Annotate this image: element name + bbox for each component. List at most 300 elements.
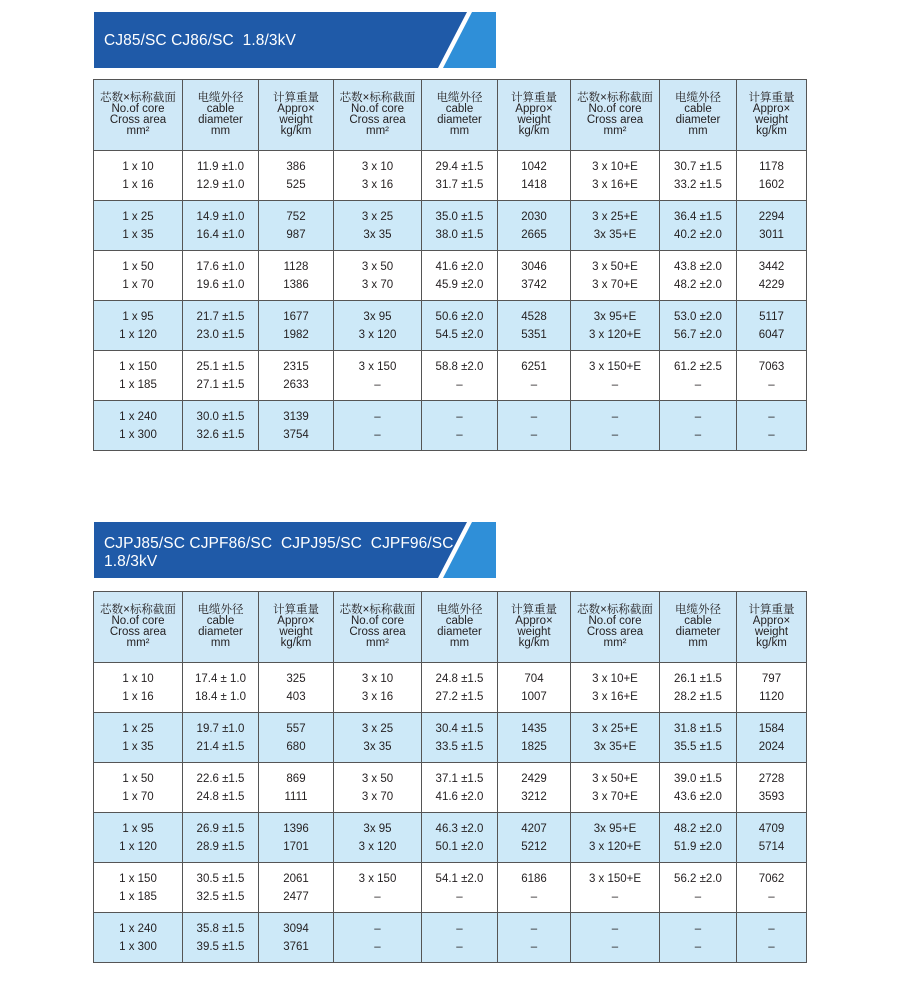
table-cell	[334, 201, 422, 251]
table-cell	[259, 201, 334, 251]
cell-value: 16.4 ±1.0	[196, 228, 245, 241]
section-banner	[94, 522, 496, 578]
table-row	[94, 713, 807, 763]
table-cell	[737, 351, 807, 401]
cell-value: 1 x 300	[119, 940, 157, 953]
table-cell	[737, 713, 807, 763]
column-header-weight	[737, 80, 807, 151]
cell-value: 3 x 120	[358, 840, 397, 853]
cell-value: 2477	[283, 890, 309, 903]
table-cell	[660, 201, 737, 251]
header-line: 芯数×标称截面	[339, 92, 416, 104]
cell-value: 3046	[521, 260, 547, 273]
table-cell	[660, 713, 737, 763]
table-cell	[737, 151, 807, 201]
cell-value: 5714	[758, 840, 785, 853]
cell-value: 21.4 ±1.5	[196, 740, 245, 753]
header-line: kg/km	[280, 637, 312, 649]
table-cell	[737, 863, 807, 913]
header-line: 芯数×标称截面	[339, 604, 416, 616]
cell-value: 3 x 16	[361, 690, 394, 703]
cell-value: –	[530, 378, 538, 391]
cell-value: 11.9 ±1.0	[196, 160, 245, 173]
cell-value: –	[611, 922, 619, 935]
cell-value: –	[456, 410, 463, 423]
table-cell	[334, 401, 422, 451]
cell-value: 3x 95	[363, 310, 392, 323]
cell-value: 1 x 240	[119, 410, 157, 423]
cell-value: 3 x 16	[361, 178, 394, 191]
header-line: cable	[684, 103, 712, 115]
table-cell	[94, 763, 183, 813]
header-line: Cross area	[586, 114, 644, 126]
cell-value: 3011	[759, 228, 784, 241]
cell-value: 46.3 ±2.0	[435, 822, 484, 835]
cell-value: 797	[761, 672, 782, 685]
cell-value: 26.1 ±1.5	[674, 672, 722, 685]
table-cell	[660, 663, 737, 713]
table-cell	[737, 813, 807, 863]
table-cell	[422, 863, 498, 913]
table-cell	[334, 151, 422, 201]
cell-value: 3 x 70+E	[592, 790, 638, 803]
table-cell	[571, 401, 660, 451]
cell-value: 3 x 150+E	[588, 872, 642, 885]
cell-value: 23.0 ±1.5	[196, 328, 245, 341]
table-cell	[571, 301, 660, 351]
table-cell	[498, 401, 571, 451]
cell-value: 3x 35+E	[593, 228, 637, 241]
cell-value: 3593	[758, 790, 785, 803]
cell-value: 2024	[758, 740, 785, 753]
header-line: Appro×	[277, 615, 315, 627]
cell-value: 3 x 10+E	[592, 672, 638, 685]
cell-value: 39.5 ±1.5	[196, 940, 245, 953]
table-cell	[498, 713, 571, 763]
cell-value: 3094	[283, 922, 309, 935]
table-cell	[498, 663, 571, 713]
header-line: weight	[517, 114, 551, 126]
cell-value: 752	[286, 210, 306, 223]
table-cell	[334, 713, 422, 763]
cell-value: 4709	[758, 822, 785, 835]
table-cell	[571, 713, 660, 763]
cell-value: –	[530, 890, 538, 903]
cell-value: 3754	[283, 428, 309, 441]
cell-value: 525	[286, 178, 306, 191]
cell-value: 987	[286, 228, 306, 241]
header-line: Appro×	[752, 103, 791, 115]
table-cell	[259, 301, 334, 351]
cell-value: 30.4 ±1.5	[435, 722, 484, 735]
cell-value: 1418	[521, 178, 547, 191]
table-cell	[660, 863, 737, 913]
cell-value: 61.2 ±2.5	[674, 360, 722, 373]
cell-value: 39.0 ±1.5	[674, 772, 722, 785]
cell-value: –	[530, 428, 538, 441]
table-cell	[422, 351, 498, 401]
header-line: cable	[206, 103, 235, 115]
cell-value: 2061	[283, 872, 309, 885]
header-line: kg/km	[518, 637, 550, 649]
cell-value: 3 x 25	[361, 210, 394, 223]
table-cell	[571, 863, 660, 913]
column-header-size	[94, 592, 183, 663]
cell-value: 54.1 ±2.0	[435, 872, 484, 885]
header-line: 计算重量	[273, 604, 319, 616]
cell-value: 3 x 10	[361, 160, 394, 173]
cell-value: 19.6 ±1.0	[196, 278, 245, 291]
cell-value: –	[768, 428, 775, 441]
cell-value: 1 x 300	[119, 428, 157, 441]
header-line: diameter	[198, 114, 243, 126]
header-line: diameter	[675, 626, 721, 638]
cell-value: 3742	[521, 278, 547, 291]
header-line: 电缆外径	[675, 92, 721, 104]
cell-value: 48.2 ±2.0	[674, 278, 722, 291]
header-line: Appro×	[515, 615, 553, 627]
table-cell	[660, 301, 737, 351]
table-cell	[422, 251, 498, 301]
table-row	[94, 663, 807, 713]
cell-value: 24.8 ±1.5	[435, 672, 484, 685]
table-row	[94, 301, 807, 351]
table-cell	[183, 763, 259, 813]
cell-value: 3 x 120+E	[588, 328, 642, 341]
header-line: 电缆外径	[197, 92, 244, 104]
table-cell	[571, 763, 660, 813]
header-line: mm	[688, 637, 708, 649]
cell-value: 27.1 ±1.5	[196, 378, 245, 391]
cell-value: –	[374, 922, 381, 935]
cell-value: 1007	[521, 690, 547, 703]
cell-value: 5212	[521, 840, 547, 853]
cell-value: 1386	[283, 278, 309, 291]
table-cell	[422, 763, 498, 813]
cell-value: 43.6 ±2.0	[674, 790, 722, 803]
cell-value: –	[768, 410, 775, 423]
header-line: 芯数×标称截面	[100, 92, 176, 104]
table-cell	[183, 251, 259, 301]
header-line: 芯数×标称截面	[577, 92, 653, 104]
header-line: 计算重量	[511, 604, 557, 616]
table-cell	[737, 763, 807, 813]
header-line: No.of core	[111, 103, 165, 115]
cell-value: 2429	[521, 772, 547, 785]
cell-value: 3 x 70+E	[592, 278, 638, 291]
cell-value: –	[694, 922, 702, 935]
table-cell	[94, 151, 183, 201]
column-header-size	[334, 592, 422, 663]
table-cell	[660, 763, 737, 813]
column-header-diameter	[660, 80, 737, 151]
cell-value: 3442	[758, 260, 785, 273]
header-line: diameter	[198, 626, 243, 638]
table-cell	[259, 763, 334, 813]
cell-value: 32.5 ±1.5	[196, 890, 245, 903]
cell-value: 3x 95	[363, 822, 392, 835]
table-cell	[334, 863, 422, 913]
header-line: 计算重量	[273, 92, 319, 104]
table-cell	[183, 201, 259, 251]
cell-value: 25.1 ±1.5	[196, 360, 245, 373]
header-line: mm	[449, 125, 470, 137]
header-line: mm²	[603, 637, 627, 649]
cell-value: 41.6 ±2.0	[435, 790, 484, 803]
table-cell	[422, 663, 498, 713]
cell-value: –	[694, 378, 702, 391]
table-cell	[334, 351, 422, 401]
cell-value: –	[374, 428, 381, 441]
cell-value: 5117	[759, 310, 784, 323]
table-cell	[737, 251, 807, 301]
cell-value: 3x 95+E	[593, 310, 637, 323]
cell-value: 17.6 ±1.0	[196, 260, 245, 273]
cell-value: 1 x 120	[119, 328, 157, 341]
cell-value: 5351	[521, 328, 547, 341]
table-cell	[498, 301, 571, 351]
table-cell	[737, 201, 807, 251]
table-cell	[571, 251, 660, 301]
cell-value: 704	[524, 672, 544, 685]
cell-value: 3x 95+E	[593, 822, 637, 835]
cell-value: 31.7 ±1.5	[435, 178, 484, 191]
cell-value: –	[768, 890, 775, 903]
cell-value: 557	[286, 722, 306, 735]
cell-value: 325	[286, 672, 306, 685]
header-line: mm	[210, 125, 231, 137]
column-header-diameter	[183, 592, 259, 663]
header-line: 芯数×标称截面	[577, 604, 653, 616]
cell-value: –	[694, 940, 702, 953]
table-row	[94, 151, 807, 201]
cell-value: 3 x 25+E	[592, 210, 638, 223]
cell-value: 54.5 ±2.0	[435, 328, 484, 341]
cell-value: 50.1 ±2.0	[435, 840, 484, 853]
cell-value: 3 x 120+E	[588, 840, 642, 853]
cell-value: 53.0 ±2.0	[674, 310, 722, 323]
cell-value: 1 x 16	[122, 690, 154, 703]
header-line: 芯数×标称截面	[100, 604, 176, 616]
table-cell	[498, 351, 571, 401]
table-cell	[422, 913, 498, 963]
cell-value: –	[456, 890, 463, 903]
table-row	[94, 763, 807, 813]
header-line: cable	[684, 615, 712, 627]
cell-value: 56.2 ±2.0	[674, 872, 722, 885]
table-cell	[422, 151, 498, 201]
cell-value: 3 x 16+E	[592, 690, 638, 703]
cell-value: 2633	[283, 378, 309, 391]
section-title: CJ85/SC CJ86/SC 1.8/3kV	[104, 32, 296, 49]
cell-value: 3761	[283, 940, 309, 953]
cell-value: 58.8 ±2.0	[435, 360, 484, 373]
cell-value: 40.2 ±2.0	[674, 228, 722, 241]
header-line: kg/km	[280, 125, 312, 137]
cell-value: –	[694, 890, 702, 903]
cell-value: –	[768, 922, 775, 935]
cell-value: 14.9 ±1.0	[196, 210, 245, 223]
header-line: No.of core	[111, 615, 165, 627]
cell-value: 2728	[758, 772, 785, 785]
cell-value: 3 x 120	[358, 328, 397, 341]
column-header-size	[334, 80, 422, 151]
header-line: weight	[279, 626, 313, 638]
cell-value: 3 x 150+E	[588, 360, 642, 373]
table-cell	[259, 913, 334, 963]
cell-value: 1 x 35	[122, 228, 154, 241]
cell-value: 386	[286, 160, 306, 173]
cell-value: –	[374, 378, 381, 391]
section-title: CJPJ85/SC CJPF86/SC CJPJ95/SC CJPF96/SC 1.8/3kV	[104, 535, 454, 570]
cell-value: 3 x 70	[361, 278, 394, 291]
cell-value: 1 x 25	[122, 722, 154, 735]
cell-value: 1 x 150	[119, 360, 157, 373]
cell-value: –	[374, 410, 381, 423]
column-header-diameter	[660, 592, 737, 663]
cell-value: 28.9 ±1.5	[196, 840, 245, 853]
cell-value: 1 x 10	[122, 672, 154, 685]
header-line: 计算重量	[748, 604, 795, 616]
header-line: Appro×	[515, 103, 553, 115]
cell-value: 28.2 ±1.5	[674, 690, 722, 703]
cell-value: 1 x 120	[119, 840, 157, 853]
cell-value: –	[611, 428, 619, 441]
table-cell	[94, 301, 183, 351]
column-header-weight	[737, 592, 807, 663]
cell-value: 7062	[758, 872, 785, 885]
table-cell	[498, 763, 571, 813]
cell-value: 3x 35+E	[593, 740, 637, 753]
table-cell	[94, 663, 183, 713]
cell-value: –	[374, 890, 381, 903]
column-header-weight	[498, 592, 571, 663]
cell-value: 1 x 240	[119, 922, 157, 935]
cell-value: 1111	[284, 790, 308, 803]
header-line: 电缆外径	[675, 604, 721, 616]
table-cell	[660, 813, 737, 863]
cell-value: 869	[286, 772, 306, 785]
cell-value: 18.4 ± 1.0	[194, 690, 247, 703]
table-row	[94, 251, 807, 301]
table-cell	[660, 351, 737, 401]
table-cell	[498, 151, 571, 201]
table-cell	[183, 301, 259, 351]
table-cell	[498, 201, 571, 251]
table-row	[94, 201, 807, 251]
cell-value: 2315	[283, 360, 309, 373]
cell-value: 1825	[521, 740, 547, 753]
header-line: Appro×	[277, 103, 315, 115]
header-line: mm²	[366, 637, 389, 649]
header-line: mm	[210, 637, 231, 649]
cell-value: –	[456, 940, 463, 953]
cell-value: 33.5 ±1.5	[435, 740, 484, 753]
cell-value: 31.8 ±1.5	[674, 722, 722, 735]
column-header-weight	[498, 80, 571, 151]
cell-value: –	[374, 940, 381, 953]
cell-value: 21.7 ±1.5	[196, 310, 245, 323]
table-cell	[571, 201, 660, 251]
cell-value: 3 x 50+E	[592, 260, 638, 273]
cell-value: 45.9 ±2.0	[435, 278, 484, 291]
cell-value: 1584	[758, 722, 785, 735]
table-cell	[183, 151, 259, 201]
table-cell	[571, 351, 660, 401]
cell-value: 27.2 ±1.5	[435, 690, 484, 703]
cell-value: –	[768, 378, 775, 391]
table-cell	[660, 151, 737, 201]
cell-value: 50.6 ±2.0	[435, 310, 484, 323]
table-cell	[498, 913, 571, 963]
table-cell	[334, 913, 422, 963]
cell-value: 3 x 16+E	[592, 178, 638, 191]
table-cell	[259, 351, 334, 401]
column-header-weight	[259, 592, 334, 663]
header-line: 计算重量	[511, 92, 557, 104]
cell-value: 30.5 ±1.5	[196, 872, 245, 885]
table-cell	[94, 863, 183, 913]
cell-value: 2294	[758, 210, 785, 223]
table-cell	[94, 713, 183, 763]
cell-value: 30.7 ±1.5	[674, 160, 722, 173]
cell-value: 19.7 ±1.0	[196, 722, 245, 735]
header-line: mm²	[126, 125, 150, 137]
header-line: Cross area	[586, 626, 644, 638]
cell-value: 1 x 150	[119, 872, 157, 885]
table-cell	[498, 251, 571, 301]
table-cell	[183, 663, 259, 713]
table-cell	[422, 713, 498, 763]
table-cell	[334, 251, 422, 301]
table-cell	[259, 251, 334, 301]
table-cell	[94, 401, 183, 451]
cell-value: 17.4 ± 1.0	[194, 672, 247, 685]
header-line: weight	[754, 114, 789, 126]
cell-value: 1042	[521, 160, 547, 173]
cell-value: 1 x 25	[122, 210, 154, 223]
cell-value: 36.4 ±1.5	[674, 210, 722, 223]
cell-value: 1 x 95	[122, 822, 154, 835]
cell-value: 41.6 ±2.0	[435, 260, 484, 273]
cell-value: 12.9 ±1.0	[196, 178, 245, 191]
column-header-diameter	[422, 80, 498, 151]
cell-value: 2030	[521, 210, 547, 223]
header-line: mm	[449, 637, 470, 649]
table-cell	[334, 763, 422, 813]
table-cell	[660, 401, 737, 451]
cell-value: 1 x 10	[122, 160, 154, 173]
header-line: 电缆外径	[436, 604, 483, 616]
cell-value: 3x 35	[363, 740, 392, 753]
column-header-diameter	[422, 592, 498, 663]
cell-value: 43.8 ±2.0	[674, 260, 722, 273]
cell-value: –	[768, 940, 775, 953]
cell-value: 1677	[283, 310, 309, 323]
cell-value: 26.9 ±1.5	[196, 822, 245, 835]
cell-value: 30.0 ±1.5	[196, 410, 245, 423]
header-line: No.of core	[350, 615, 405, 627]
cell-value: 1435	[521, 722, 547, 735]
table-cell	[259, 713, 334, 763]
cell-value: 4528	[521, 310, 547, 323]
cell-value: 680	[286, 740, 306, 753]
cell-value: 6251	[521, 360, 547, 373]
table-cell	[259, 863, 334, 913]
header-line: Cross area	[109, 114, 167, 126]
cell-value: 3 x 150	[358, 872, 397, 885]
cell-value: 1178	[759, 160, 784, 173]
